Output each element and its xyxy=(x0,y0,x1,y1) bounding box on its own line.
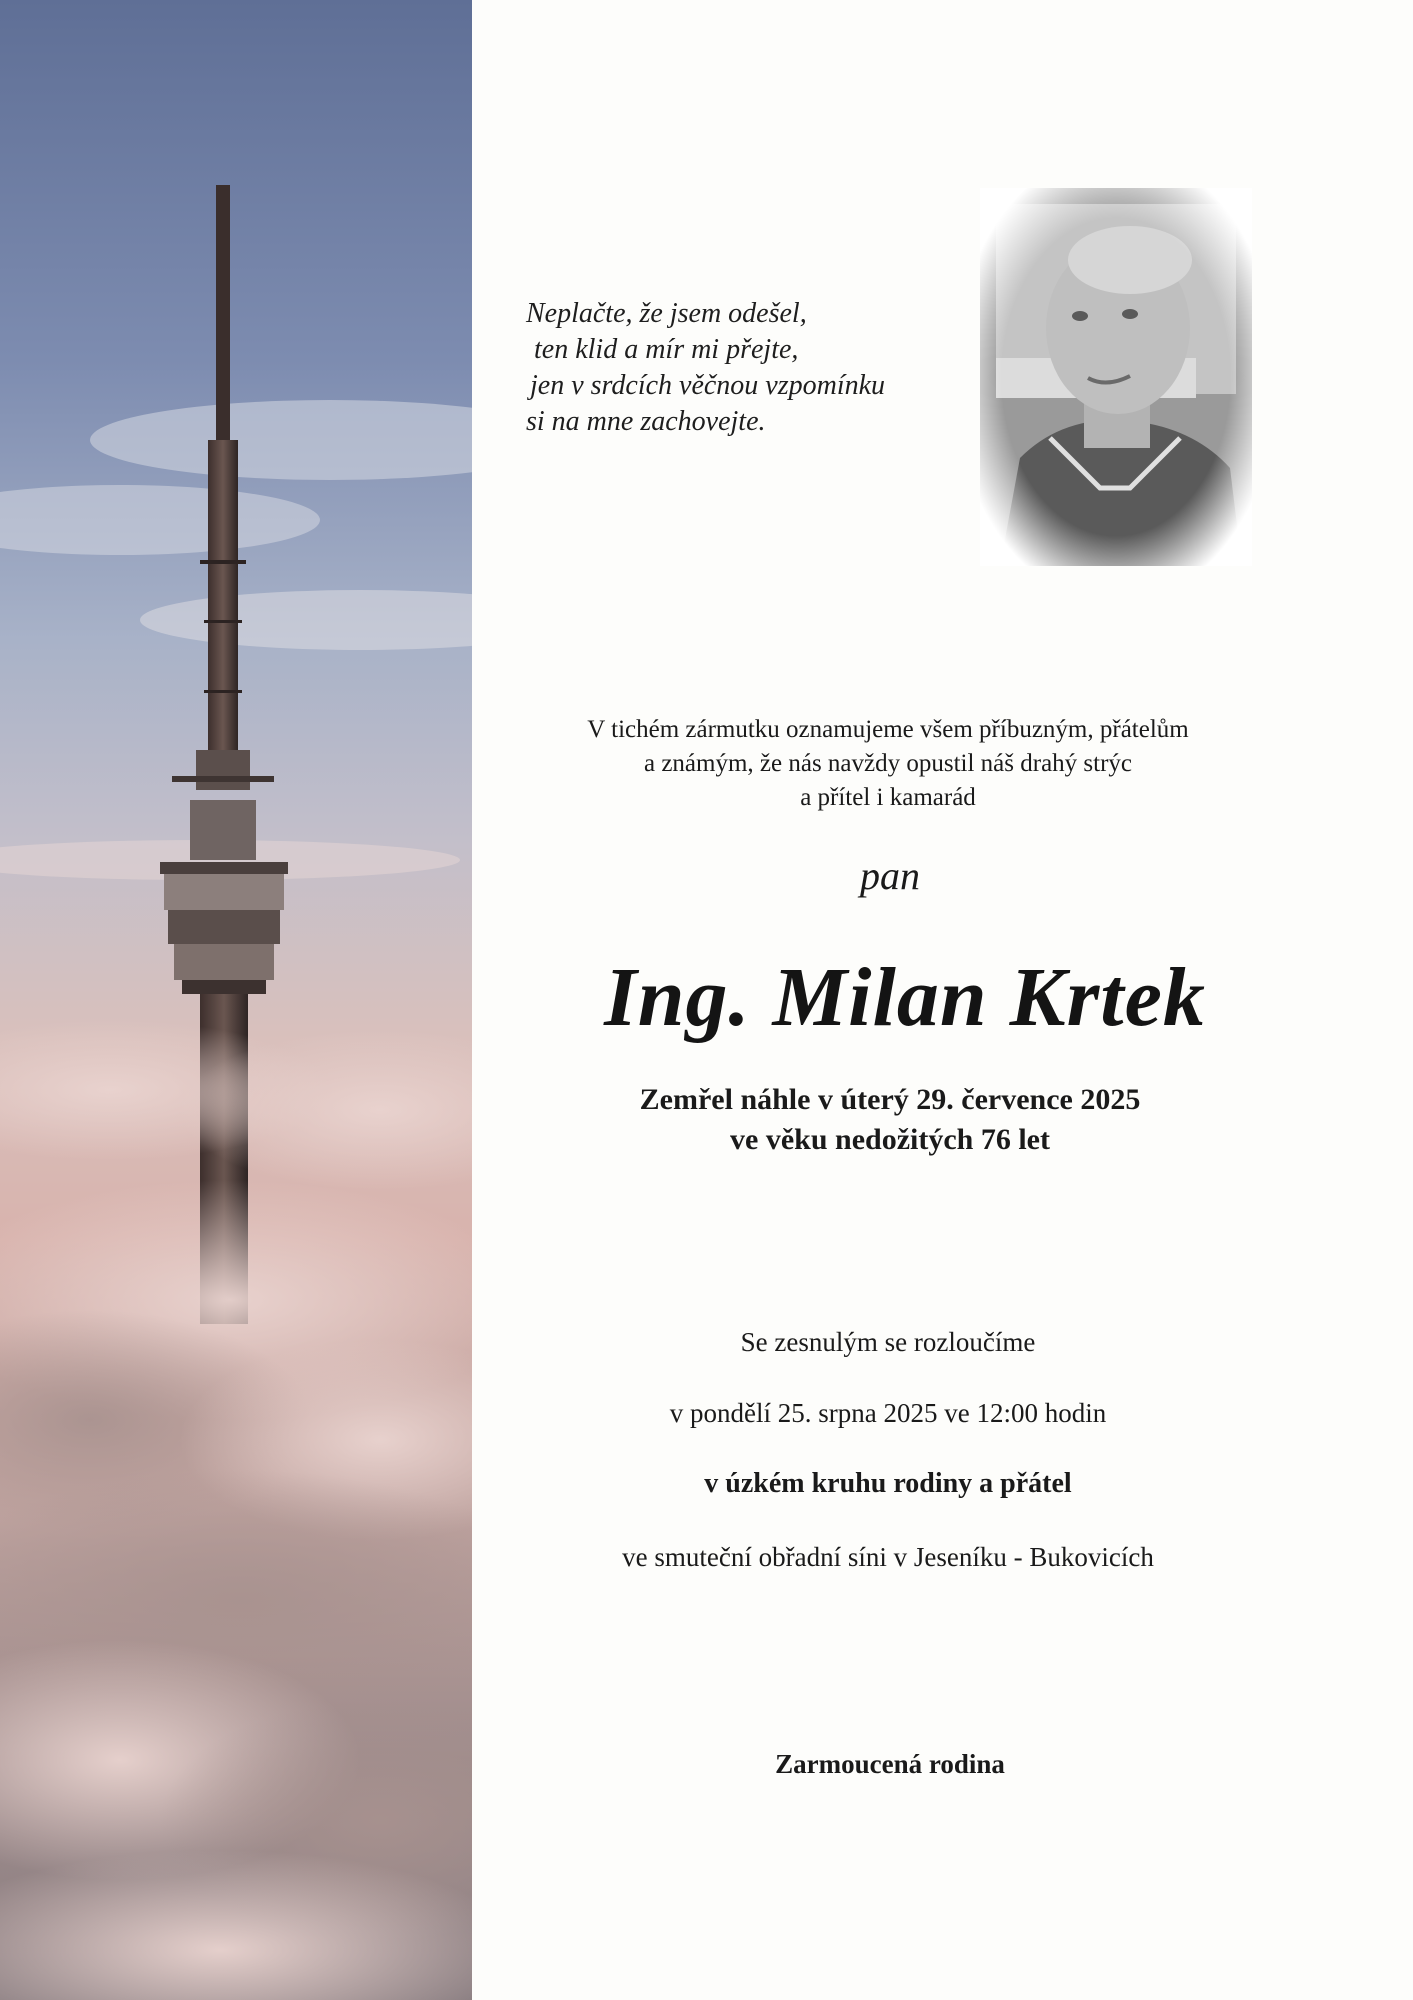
announcement xyxy=(500,713,1276,815)
poem-line: jen v srdcích věčnou vzpomínku xyxy=(530,370,886,401)
announcement-line: a známým, že nás navždy opustil náš drahý strýc xyxy=(643,750,1133,777)
farewell-circle: v úzkém kruhu rodiny a přátel xyxy=(704,1468,1072,1499)
announcement-line: a přítel i kamarád xyxy=(800,784,976,811)
announcement-line: V tichém zármutku oznamujeme všem příbuzným, přátelům xyxy=(587,716,1189,743)
tv-tower-photo xyxy=(0,0,472,2000)
tower-in-clouds-icon xyxy=(0,0,472,2000)
portrait-photo xyxy=(980,188,1252,566)
deceased-name: Ing. Milan Krtek xyxy=(604,951,1206,1044)
death-age: ve věku nedožitých 76 let xyxy=(730,1123,1050,1156)
death-date: Zemřel náhle v úterý 29. července 2025 xyxy=(639,1083,1141,1116)
poem-line: si na mne zachovejte. xyxy=(526,406,766,437)
signature: Zarmoucená rodina xyxy=(775,1749,1005,1779)
poem-line: ten klid a mír mi přejte, xyxy=(534,334,799,365)
poem-line: Neplačte, že jsem odešel, xyxy=(526,298,807,329)
death-info xyxy=(560,1080,1220,1160)
farewell-datetime: v pondělí 25. srpna 2025 ve 12:00 hodin xyxy=(669,1398,1107,1428)
farewell-place: ve smuteční obřadní síni v Jeseníku - Bukovicích xyxy=(622,1542,1154,1572)
poem xyxy=(526,296,946,440)
portrait-icon xyxy=(980,188,1252,566)
farewell-intro: Se zesnulým se rozloučíme xyxy=(740,1327,1036,1357)
salutation: pan xyxy=(860,853,920,898)
